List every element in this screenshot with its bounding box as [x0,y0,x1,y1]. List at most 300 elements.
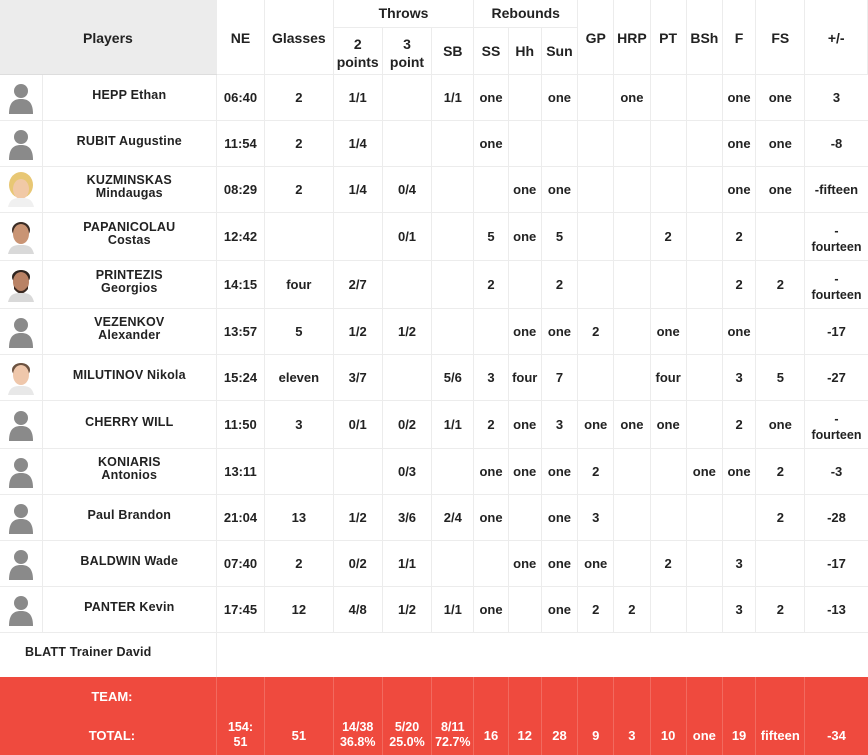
cell-gp: 2 [578,586,614,632]
cell-pt [650,166,686,212]
header-three-point-line1: 3 [403,35,411,52]
cell-pm [805,400,868,448]
cell-hrp [614,494,650,540]
cell-glasses [265,448,333,494]
cell-f: one [722,448,755,494]
cell-sun: 2 [541,260,577,308]
player-name-line: Paul Brandon [87,507,172,522]
cell-pm: -13 [805,586,868,632]
cell-glasses: 2 [265,120,333,166]
cell-pm [805,260,868,308]
player-avatar[interactable] [0,260,42,308]
cell-ne: 08:29 [216,166,264,212]
cell-sb: 2/4 [432,494,474,540]
table-row[interactable] [0,166,868,212]
cell-pt [650,120,686,166]
header-ss[interactable]: SS [474,27,508,74]
cell-pm: -27 [805,354,868,400]
cell-p3 [382,74,431,120]
total-label: TOTAL: [0,716,216,755]
cell-bsh [686,166,722,212]
cell-gp: one [578,400,614,448]
cell-hrp [614,448,650,494]
player-name-line: Costas [107,233,151,247]
cell-f: 3 [722,540,755,586]
header-three-point-line2: point [389,53,425,70]
cell-pm-line: - [834,272,839,286]
cell-hh [508,74,541,120]
cell-p2: 1/4 [333,120,382,166]
cell-fs: 2 [756,448,805,494]
player-name-line: MILUTINOV Nikola [72,367,186,382]
table-row[interactable] [0,74,868,120]
cell-sb: 1/1 [432,74,474,120]
cell-p2: 3/7 [333,354,382,400]
total-ss: 16 [474,716,508,755]
cell-sb [432,308,474,354]
header-plus-minus[interactable]: +/- [805,0,868,74]
cell-ne: 11:50 [216,400,264,448]
total-sb [432,716,474,755]
total-sun: 28 [541,716,577,755]
cell-fs: 5 [756,354,805,400]
cell-ss [474,540,508,586]
cell-hh: one [508,212,541,260]
cell-sb [432,448,474,494]
player-name[interactable] [42,308,216,354]
cell-hh: four [508,354,541,400]
player-avatar[interactable] [0,400,42,448]
cell-pt [650,74,686,120]
cell-hrp [614,308,650,354]
cell-glasses: 2 [265,166,333,212]
cell-p3: 3/6 [382,494,431,540]
cell-ss: 3 [474,354,508,400]
cell-bsh [686,354,722,400]
cell-hh [508,260,541,308]
total-hh: 12 [508,716,541,755]
cell-hrp [614,120,650,166]
cell-sun: one [541,308,577,354]
cell-pt: four [650,354,686,400]
cell-fs [756,308,805,354]
total-sb-line2: 72.7% [435,735,471,749]
cell-p3: 1/1 [382,540,431,586]
cell-pt: 2 [650,540,686,586]
cell-glasses: 13 [265,494,333,540]
cell-ne: 11:54 [216,120,264,166]
silhouette-icon [8,80,34,114]
total-p2 [333,716,382,755]
cell-pm-line: - [834,412,839,426]
cell-sb [432,260,474,308]
cell-sb [432,540,474,586]
player-avatar[interactable] [0,540,42,586]
cell-gp [578,74,614,120]
total-ne-line1: 154: [227,720,253,734]
cell-p3 [382,260,431,308]
player-name-line: VEZENKOV [94,315,165,329]
player-name-line: CHERRY WILL [85,414,174,429]
cell-p2: 4/8 [333,586,382,632]
cell-pm-line: - [834,224,839,238]
player-name-line: PRINTEZIS [95,268,163,282]
cell-sun: one [541,586,577,632]
cell-bsh [686,308,722,354]
player-name-line: HEPP Ethan [92,87,167,102]
total-gp: 9 [578,716,614,755]
total-fs: fifteen [756,716,805,755]
cell-glasses: 3 [265,400,333,448]
player-avatar[interactable] [0,586,42,632]
cell-p2 [333,212,382,260]
table-row[interactable] [0,448,868,494]
player-photo [6,266,36,302]
cell-bsh [686,540,722,586]
header-two-points-line2: points [336,53,379,70]
cell-bsh [686,212,722,260]
cell-ss: 2 [474,400,508,448]
cell-sb: 1/1 [432,400,474,448]
player-name[interactable] [42,354,216,400]
header-f[interactable]: F [722,0,755,74]
cell-p2: 1/1 [333,74,382,120]
cell-bsh [686,586,722,632]
player-name-line: KUZMINSKAS [86,173,172,187]
cell-ss: one [474,494,508,540]
cell-ne: 17:45 [216,586,264,632]
cell-hrp [614,166,650,212]
cell-pt: one [650,400,686,448]
player-name-line: KONIARIS [97,455,161,469]
cell-bsh [686,260,722,308]
cell-pm [805,212,868,260]
cell-f [722,494,755,540]
total-row [0,716,868,755]
header-two-points-line1: 2 [353,35,362,52]
header-hrp[interactable]: HRP [614,0,650,74]
table-row[interactable] [0,212,868,260]
player-avatar[interactable] [0,448,42,494]
cell-pm-line: fourteen [811,240,862,254]
cell-gp: 2 [578,448,614,494]
cell-sun: 3 [541,400,577,448]
cell-p3: 1/2 [382,586,431,632]
cell-ne: 14:15 [216,260,264,308]
cell-ne: 15:24 [216,354,264,400]
cell-ne: 13:57 [216,308,264,354]
cell-hrp [614,212,650,260]
player-name-line: PANTER Kevin [84,599,175,614]
cell-hrp [614,260,650,308]
cell-f: one [722,120,755,166]
header-fs[interactable]: FS [756,0,805,74]
cell-pm: -17 [805,308,868,354]
table-row[interactable] [0,120,868,166]
player-name-line: BALDWIN Wade [80,553,179,568]
silhouette-icon [8,500,34,534]
cell-sb [432,166,474,212]
cell-bsh [686,74,722,120]
cell-p2 [333,448,382,494]
cell-pt [650,586,686,632]
cell-pm: -fifteen [805,166,868,212]
cell-pm: -8 [805,120,868,166]
player-name-line: Mindaugas [95,186,163,200]
cell-hrp [614,540,650,586]
cell-sun: one [541,540,577,586]
cell-gp [578,166,614,212]
cell-bsh: one [686,448,722,494]
cell-fs: 2 [756,260,805,308]
cell-fs: one [756,400,805,448]
header-bsh[interactable]: BSh [686,0,722,74]
cell-hrp: 2 [614,586,650,632]
player-name[interactable] [42,166,216,212]
cell-f: 3 [722,586,755,632]
total-glasses: 51 [265,716,333,755]
player-photo [6,359,36,395]
cell-pm-line: fourteen [811,288,862,302]
player-name[interactable] [42,260,216,308]
cell-f: 3 [722,354,755,400]
cell-p3 [382,120,431,166]
silhouette-icon [8,314,34,348]
table-row[interactable] [0,494,868,540]
cell-hh: one [508,400,541,448]
total-pt: 10 [650,716,686,755]
cell-hh [508,494,541,540]
silhouette-icon [8,546,34,580]
header-hh[interactable]: Hh [508,27,541,74]
cell-p3: 0/3 [382,448,431,494]
cell-p2: 2/7 [333,260,382,308]
cell-glasses: 2 [265,540,333,586]
header-sun[interactable]: Sun [541,27,577,74]
table-row[interactable] [0,540,868,586]
cell-p2: 1/4 [333,166,382,212]
cell-p2: 0/2 [333,540,382,586]
cell-f: one [722,308,755,354]
cell-ss [474,308,508,354]
cell-p3: 0/1 [382,212,431,260]
cell-ss [474,166,508,212]
cell-sun: one [541,448,577,494]
cell-sb: 5/6 [432,354,474,400]
cell-fs: 2 [756,494,805,540]
cell-sun: one [541,494,577,540]
cell-pm: -3 [805,448,868,494]
table-row[interactable] [0,260,868,308]
cell-glasses: 2 [265,74,333,120]
table-row[interactable] [0,308,868,354]
cell-gp [578,354,614,400]
cell-f: 2 [722,260,755,308]
cell-sb [432,120,474,166]
cell-gp: 2 [578,308,614,354]
player-name-line: Antonios [101,468,158,482]
cell-p3: 0/4 [382,166,431,212]
cell-fs: 2 [756,586,805,632]
cell-pt [650,494,686,540]
player-name-line: Alexander [98,328,161,342]
header-two-points[interactable] [333,27,382,74]
player-rows [0,74,868,632]
total-sb-line1: 8/11 [440,720,465,734]
cell-hh: one [508,540,541,586]
cell-fs: one [756,166,805,212]
cell-pt [650,260,686,308]
header-three-point[interactable] [382,27,431,74]
cell-p2: 1/2 [333,308,382,354]
silhouette-icon [8,407,34,441]
cell-f: one [722,166,755,212]
table-row[interactable] [0,400,868,448]
silhouette-icon [8,126,34,160]
cell-ss: 5 [474,212,508,260]
cell-gp [578,260,614,308]
header-pt[interactable]: PT [650,0,686,74]
cell-gp: one [578,540,614,586]
player-name[interactable] [42,586,216,632]
player-avatar[interactable] [0,74,42,120]
header-players[interactable]: Players [0,0,216,74]
player-name-line: RUBIT Augustine [76,133,182,148]
header-throws: Throws [333,0,474,27]
cell-glasses: four [265,260,333,308]
cell-ss: one [474,120,508,166]
header-ne[interactable]: NE [216,0,264,74]
cell-pm-line: fourteen [811,428,862,442]
total-p3 [382,716,431,755]
player-avatar[interactable] [0,354,42,400]
cell-sun: one [541,166,577,212]
cell-f: 2 [722,212,755,260]
player-name[interactable] [42,74,216,120]
total-hrp: 3 [614,716,650,755]
cell-sb [432,212,474,260]
cell-hh: one [508,308,541,354]
cell-glasses: 5 [265,308,333,354]
total-p2-line2: 36.8% [339,735,376,749]
table-row[interactable] [0,354,868,400]
total-f: 19 [722,716,755,755]
team-row [0,677,868,716]
cell-p3: 0/2 [382,400,431,448]
cell-sun [541,120,577,166]
player-avatar[interactable] [0,120,42,166]
cell-hrp: one [614,400,650,448]
cell-gp: 3 [578,494,614,540]
player-name[interactable] [42,540,216,586]
cell-hrp [614,354,650,400]
header-sb[interactable]: SB [432,27,474,74]
table-row[interactable] [0,586,868,632]
player-avatar[interactable] [0,308,42,354]
cell-ss: one [474,74,508,120]
cell-ss: one [474,586,508,632]
player-name-line: Georgios [101,281,158,295]
total-bsh: one [686,716,722,755]
cell-p2: 1/2 [333,494,382,540]
header-gp[interactable]: GP [578,0,614,74]
header-rebounds: Rebounds [474,0,578,27]
cell-pt: 2 [650,212,686,260]
total-ne [216,716,264,755]
cell-hh [508,586,541,632]
cell-ne: 21:04 [216,494,264,540]
cell-f: one [722,74,755,120]
total-p3-line1: 5/20 [394,720,420,734]
cell-p2: 0/1 [333,400,382,448]
player-avatar[interactable] [0,494,42,540]
cell-pm: -28 [805,494,868,540]
cell-p3 [382,354,431,400]
cell-ss: 2 [474,260,508,308]
cell-ne: 07:40 [216,540,264,586]
cell-hh [508,120,541,166]
cell-sb: 1/1 [432,586,474,632]
silhouette-icon [8,592,34,626]
cell-gp [578,212,614,260]
cell-hh: one [508,448,541,494]
cell-bsh [686,400,722,448]
player-name-line: PAPANICOLAU [83,220,176,234]
player-avatar[interactable] [0,212,42,260]
player-name[interactable] [42,448,216,494]
total-plus-minus: -34 [805,716,868,755]
player-name[interactable] [42,400,216,448]
player-photo [4,171,38,207]
cell-pt: one [650,308,686,354]
player-name[interactable] [42,120,216,166]
cell-glasses: eleven [265,354,333,400]
cell-pm: 3 [805,74,868,120]
cell-ne: 13:11 [216,448,264,494]
total-p2-line1: 14/38 [342,720,374,734]
total-ne-line2: 51 [233,735,248,749]
cell-pt [650,448,686,494]
total-p3-line2: 25.0% [389,735,425,749]
silhouette-icon [8,454,34,488]
cell-sun: one [541,74,577,120]
cell-pm: -17 [805,540,868,586]
header-glasses[interactable]: Glasses [265,0,333,74]
cell-bsh [686,120,722,166]
cell-fs: one [756,120,805,166]
cell-hrp: one [614,74,650,120]
cell-fs [756,540,805,586]
player-name[interactable] [42,494,216,540]
cell-glasses: 12 [265,586,333,632]
player-avatar[interactable] [0,166,42,212]
coach-name[interactable]: BLATT Trainer David [0,632,216,677]
player-name[interactable] [42,212,216,260]
cell-gp [578,120,614,166]
coach-row [0,632,868,677]
cell-hh: one [508,166,541,212]
cell-ss: one [474,448,508,494]
cell-fs [756,212,805,260]
cell-fs: one [756,74,805,120]
cell-p3: 1/2 [382,308,431,354]
cell-bsh [686,494,722,540]
cell-sun: 5 [541,212,577,260]
team-label: TEAM: [0,677,216,716]
cell-glasses [265,212,333,260]
player-photo [6,218,36,254]
cell-f: 2 [722,400,755,448]
